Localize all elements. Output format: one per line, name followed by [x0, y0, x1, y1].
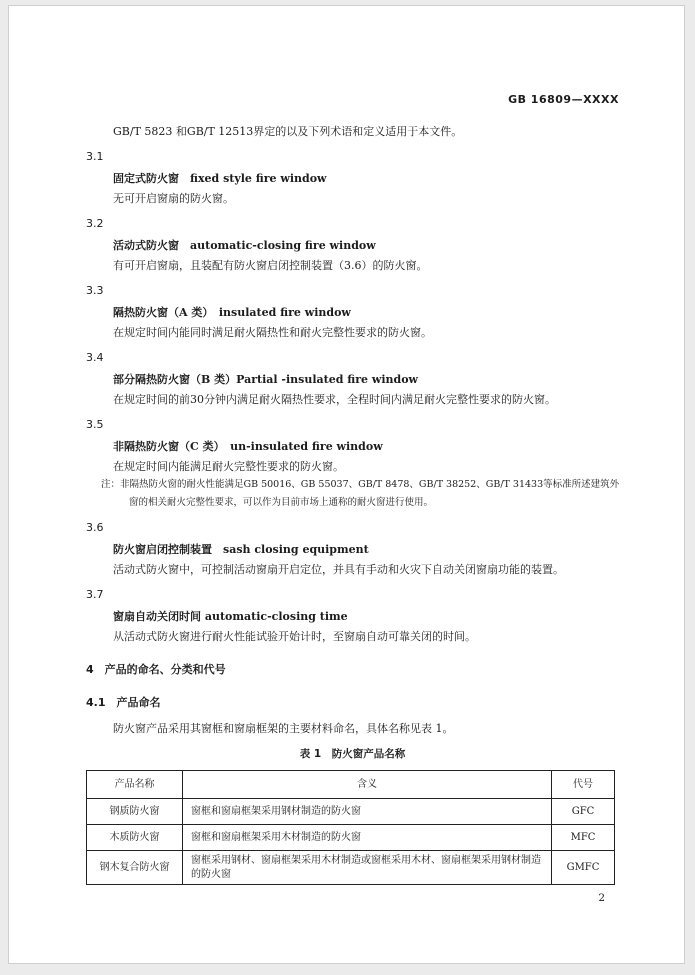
table-cell-meaning: 窗框采用钢材、窗扇框架采用木材制造或窗框采用木材、窗扇框架采用钢材制造的防火窗 [183, 851, 552, 885]
table-header-cell: 产品名称 [87, 771, 183, 799]
table-1-caption: 表 1 防火窗产品名称 [299, 748, 406, 760]
table-cell-product: 钢木复合防火窗 [87, 851, 183, 885]
term-title: 窗扇自动关闭时间 automatic-closing time [113, 610, 348, 623]
table-header-row [87, 771, 615, 799]
term-section-3-1 [86, 147, 619, 208]
table-cell-meaning: 窗框和窗扇框架采用钢材制造的防火窗 [183, 799, 552, 825]
term-title: 非隔热防火窗（C 类） un-insulated fire window [113, 440, 383, 453]
table-cell-meaning: 窗框和窗扇框架采用木材制造的防火窗 [183, 825, 552, 851]
section-4-heading: 4 产品的命名、分类和代号 [86, 663, 226, 676]
section-4-1-paragraph: 防火窗产品采用其窗框和窗扇框架的主要材料命名，具体名称见表 1。 [113, 722, 454, 735]
term-title: 防火窗启闭控制装置 sash closing equipment [113, 543, 369, 556]
term-section-3-3 [86, 281, 619, 342]
page-number: 2 [598, 892, 605, 904]
document-page [8, 5, 685, 964]
term-number: 3.1 [86, 150, 104, 163]
term-number: 3.2 [86, 217, 104, 230]
term-definition: 有可开启窗扇，且装配有防火窗启闭控制装置（3.6）的防火窗。 [113, 259, 428, 272]
term-title: 活动式防火窗 automatic-closing fire window [113, 239, 376, 252]
table-row [87, 825, 615, 851]
term-section-3-5 [86, 415, 619, 476]
table-header-cell: 代号 [552, 771, 615, 799]
table-row [87, 799, 615, 825]
term-definition: 从活动式防火窗进行耐火性能试验开始计时，至窗扇自动可靠关闭的时间。 [113, 630, 476, 643]
term-number: 3.3 [86, 284, 104, 297]
term-title: 部分隔热防火窗（B 类）Partial -insulated fire window [113, 373, 419, 386]
term-definition: 在规定时间内能同时满足耐火隔热性和耐火完整性要求的防火窗。 [113, 326, 432, 339]
term-number: 3.7 [86, 588, 104, 601]
table-header-cell: 含义 [183, 771, 552, 799]
term-section-3-2 [86, 214, 619, 275]
table-cell-product: 钢质防火窗 [87, 799, 183, 825]
term-definition: 在规定时间内能满足耐火完整性要求的防火窗。 [113, 460, 344, 473]
doc-code-header: GB 16809—XXXX [508, 93, 619, 106]
term-definition: 在规定时间的前30分钟内满足耐火隔热性要求，全程时间内满足耐火完整性要求的防火窗。 [113, 393, 556, 406]
term-title: 隔热防火窗（A 类） insulated fire window [113, 306, 351, 319]
term-definition: 活动式防火窗中，可控制活动窗扇开启定位，并具有手动和火灾下自动关闭窗扇功能的装置。 [113, 563, 564, 576]
section-4-1-heading: 4.1 产品命名 [86, 696, 161, 709]
note-block [101, 476, 619, 512]
term-section-3-7 [86, 585, 619, 646]
table-row [87, 851, 615, 885]
intro-paragraph: GB/T 5823 和GB/T 12513界定的以及下列术语和定义适用于本文件。 [113, 125, 463, 138]
note-line-2: 窗的相关耐火完整性要求，可以作为目前市场上通称的耐火窗进行使用。 [129, 497, 434, 508]
table-cell-product: 木质防火窗 [87, 825, 183, 851]
term-section-3-4 [86, 348, 619, 409]
term-number: 3.4 [86, 351, 104, 364]
term-number: 3.5 [86, 418, 104, 431]
table-cell-code: MFC [552, 825, 615, 851]
term-number: 3.6 [86, 521, 104, 534]
note-line-1: 注：非隔热防火窗的耐火性能满足GB 50016、GB 55037、GB/T 8478、GB/T 38252、GB/T 31433等标准所述建筑外 [101, 479, 620, 490]
table-cell-code: GFC [552, 799, 615, 825]
page-content [9, 90, 684, 908]
term-definition: 无可开启窗扇的防火窗。 [113, 192, 234, 205]
table-1 [86, 770, 615, 885]
term-title: 固定式防火窗 fixed style fire window [113, 172, 327, 185]
term-section-3-6 [86, 518, 619, 579]
table-cell-code: GMFC [552, 851, 615, 885]
